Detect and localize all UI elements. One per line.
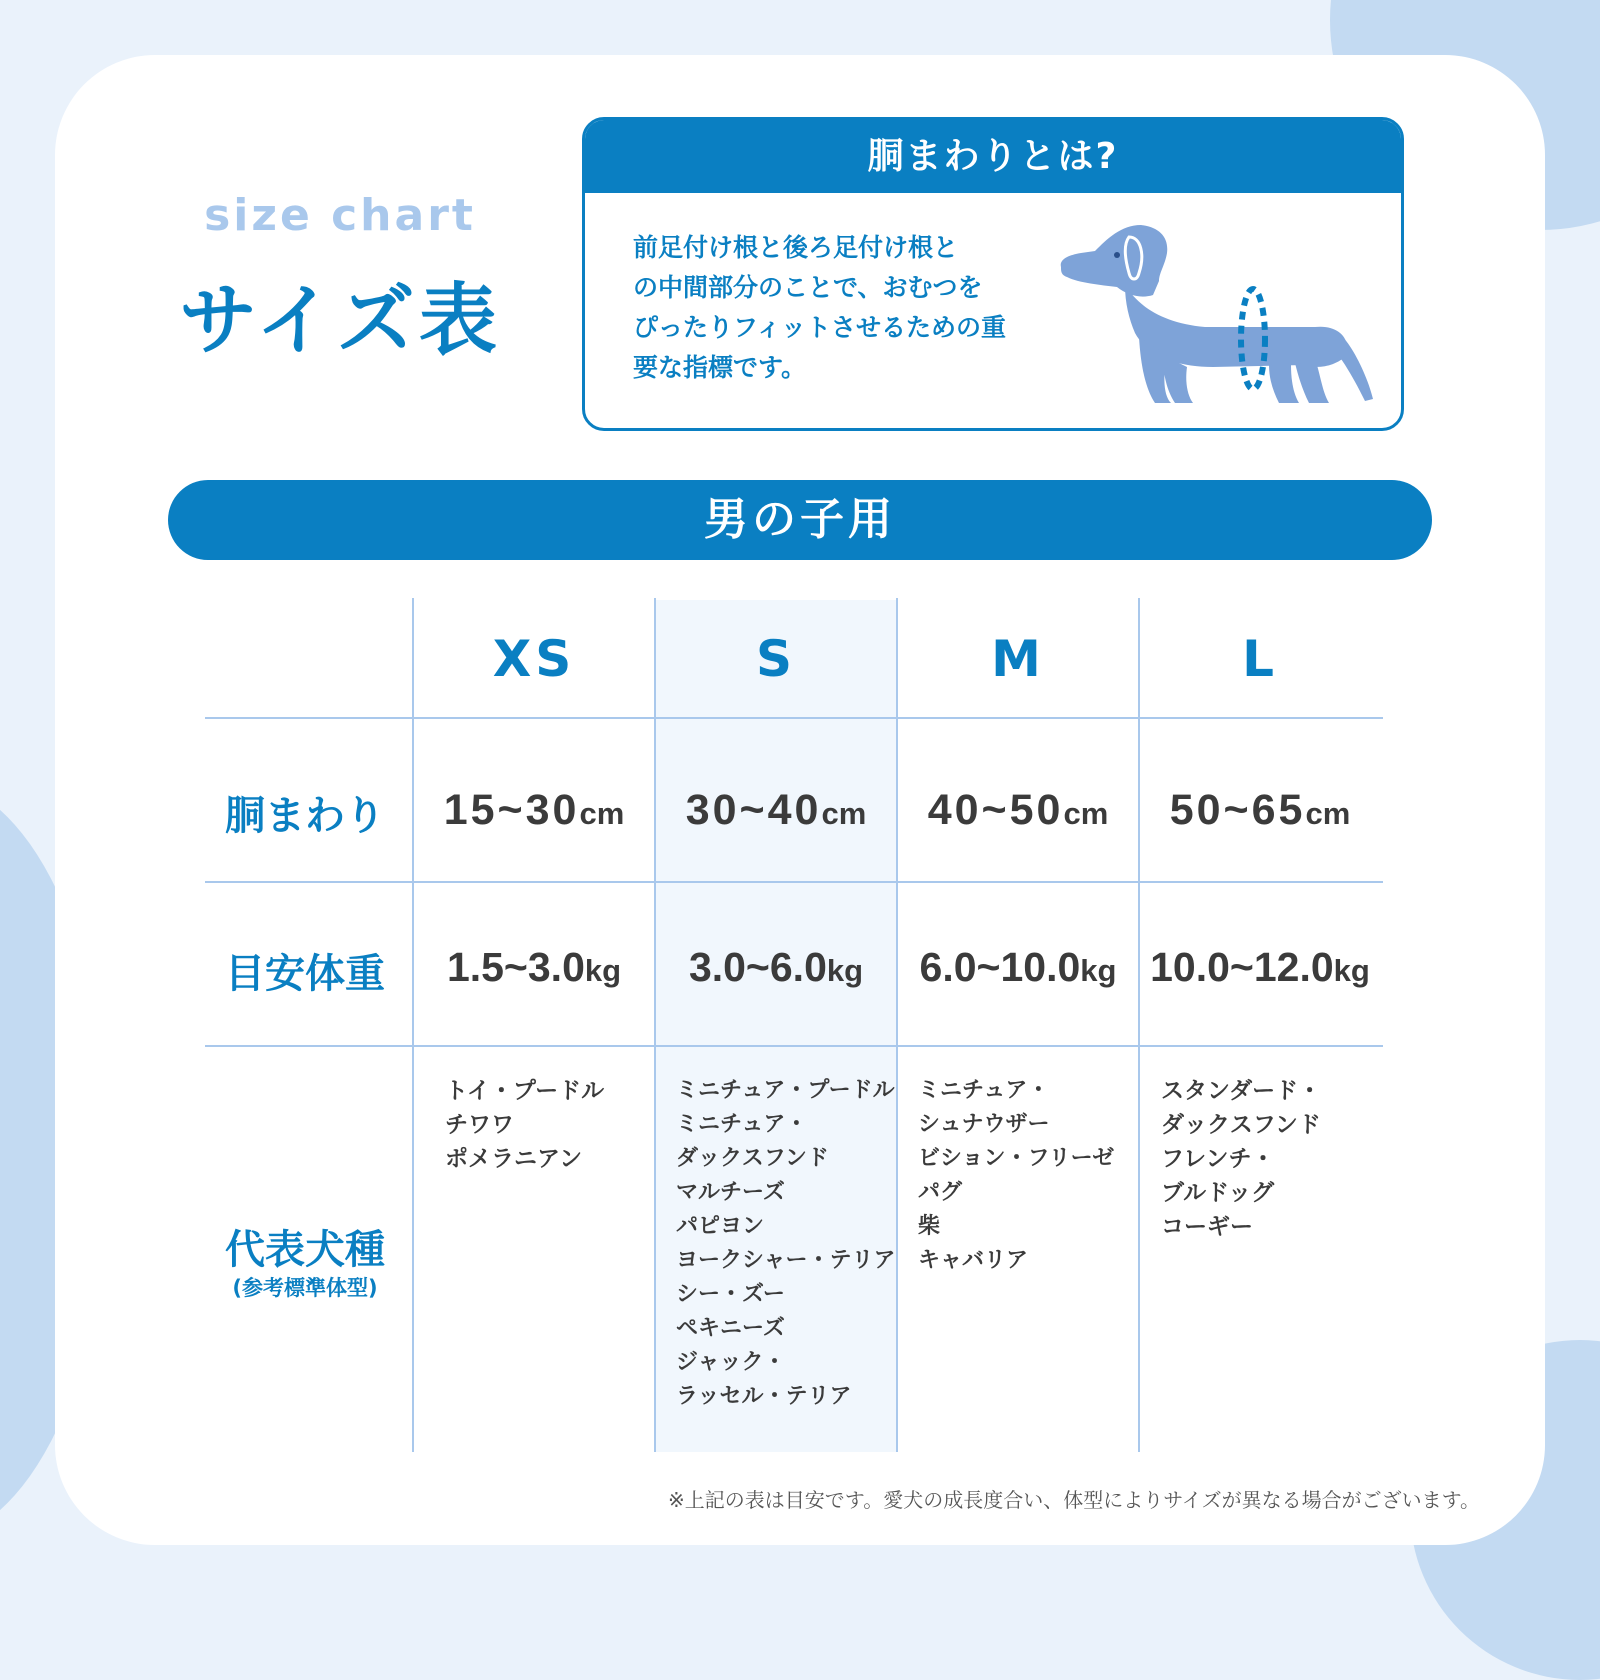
row-label-weight: 目安体重 xyxy=(225,951,385,997)
info-heading: 胴まわりとは? xyxy=(585,120,1401,193)
breed-item: スタンダード・ xyxy=(1161,1078,1322,1104)
breed-item: ミニチュア・プードル xyxy=(676,1078,895,1103)
waist-value-m xyxy=(897,786,1139,835)
row-label-breeds: 代表犬種 xyxy=(225,1227,385,1273)
breed-item: フレンチ・ xyxy=(1161,1146,1275,1172)
table-divider xyxy=(654,598,656,1452)
breed-item: ラッセル・テリア xyxy=(676,1384,852,1409)
breed-item: コーギー xyxy=(1161,1214,1253,1240)
waist-unit: cm xyxy=(1063,796,1109,831)
size-header-m: M xyxy=(991,630,1045,688)
size-header-xs: XS xyxy=(492,630,576,688)
info-description xyxy=(633,228,1053,388)
page-subtitle: size chart xyxy=(204,190,476,241)
table-divider xyxy=(205,1045,1383,1047)
breed-item: ダックスフンド xyxy=(676,1146,829,1171)
breed-list-s xyxy=(676,1074,896,1414)
weight-range: 6.0~10.0 xyxy=(919,944,1081,990)
dachshund-waist-icon xyxy=(1055,215,1375,405)
weight-value-xs xyxy=(413,944,655,991)
weight-value-s xyxy=(655,944,897,991)
waist-value-xs xyxy=(413,786,655,835)
breed-list-m xyxy=(918,1074,1114,1278)
info-line: 要な指標です。 xyxy=(633,353,807,382)
breed-item: ビション・フリーゼ xyxy=(918,1146,1115,1171)
breed-item: ブルドッグ xyxy=(1161,1180,1275,1206)
waist-value-s xyxy=(655,786,897,835)
waist-info-box xyxy=(582,117,1404,431)
table-divider xyxy=(1138,598,1140,1452)
breed-item: ペキニーズ xyxy=(676,1316,785,1341)
waist-range: 50~65 xyxy=(1169,786,1306,834)
table-divider xyxy=(412,598,414,1452)
breed-item: パピヨン xyxy=(676,1214,765,1239)
waist-unit: cm xyxy=(821,796,867,831)
info-line: 前足付け根と後ろ足付け根と xyxy=(633,233,959,262)
breed-item: ミニチュア・ xyxy=(676,1112,808,1137)
weight-unit: kg xyxy=(584,953,622,988)
breed-item: キャバリア xyxy=(918,1248,1029,1273)
breed-item: トイ・プードル xyxy=(445,1078,605,1104)
breed-item: 柴 xyxy=(918,1214,941,1239)
waist-value-l xyxy=(1139,786,1381,835)
section-title-bar: 男の子用 xyxy=(168,480,1432,560)
row-label-waist: 胴まわり xyxy=(225,793,385,839)
weight-range: 3.0~6.0 xyxy=(688,944,827,990)
waist-unit: cm xyxy=(1305,796,1351,831)
footnote: ※上記の表は目安です。愛犬の成長度合い、体型によりサイズが異なる場合がございます。 xyxy=(668,1488,1480,1512)
weight-range: 10.0~12.0 xyxy=(1150,944,1334,990)
waist-unit: cm xyxy=(579,796,625,831)
waist-range: 40~50 xyxy=(927,786,1064,834)
waist-range: 15~30 xyxy=(443,786,580,834)
breed-item: シュナウザー xyxy=(918,1112,1050,1137)
breed-item: シー・ズー xyxy=(676,1282,785,1307)
breed-item: チワワ xyxy=(445,1112,514,1138)
table-divider xyxy=(896,598,898,1452)
breed-list-l xyxy=(1161,1074,1321,1244)
breed-item: マルチーズ xyxy=(676,1180,785,1205)
weight-unit: kg xyxy=(826,953,864,988)
weight-value-m xyxy=(897,944,1139,991)
page-title: サイズ表 xyxy=(179,276,501,366)
breed-item: パグ xyxy=(918,1180,963,1205)
weight-unit: kg xyxy=(1080,953,1117,988)
info-line: の中間部分のことで、おむつを xyxy=(633,273,983,302)
breed-item: ダックスフンド xyxy=(1161,1112,1321,1138)
breed-list-xs xyxy=(445,1074,604,1176)
breed-item: ミニチュア・ xyxy=(918,1078,1050,1103)
row-label-breeds-note: (参考標準体型) xyxy=(232,1276,378,1300)
info-line: ぴったりフィットさせるための重 xyxy=(633,313,1007,342)
size-header-l: L xyxy=(1242,630,1278,688)
weight-value-l xyxy=(1139,944,1381,991)
size-header-s: S xyxy=(755,630,796,688)
breed-item: ヨークシャー・テリア xyxy=(676,1248,896,1273)
breed-item: ポメラニアン xyxy=(445,1146,583,1172)
weight-unit: kg xyxy=(1333,953,1370,988)
breed-item: ジャック・ xyxy=(676,1350,786,1375)
weight-range: 1.5~3.0 xyxy=(446,944,585,990)
table-divider xyxy=(205,881,1383,883)
waist-range: 30~40 xyxy=(685,786,822,834)
table-divider xyxy=(205,717,1383,719)
